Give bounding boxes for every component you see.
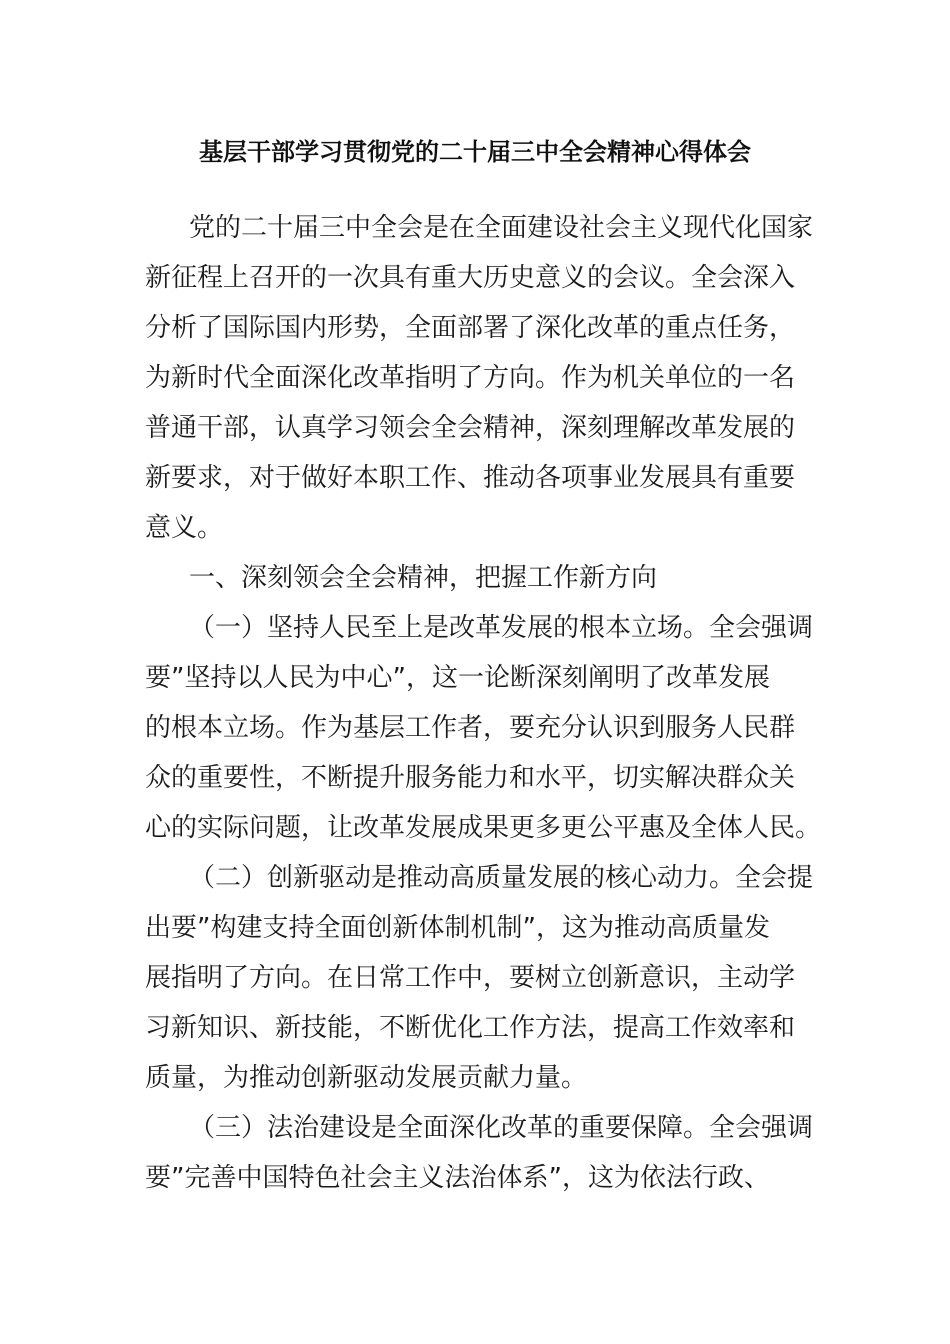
text-line: 党的二十届三中全会是在全面建设社会主义现代化国家 [189, 213, 814, 243]
text-line: 新征程上召开的一次具有重大历史意义的会议。全会深入 [145, 263, 796, 293]
document-body [145, 203, 822, 1203]
text-line: 展指明了方向。在日常工作中，要树立创新意识，主动学 [145, 963, 796, 993]
text-line: （三）法治建设是全面深化改革的重要保障。全会强调 [189, 1113, 814, 1143]
text-line: 为新时代全面深化改革指明了方向。作为机关单位的一名 [145, 363, 796, 393]
text-line: 习新知识、新技能，不断优化工作方法，提高工作效率和 [145, 1013, 796, 1043]
text-line: 的根本立场。作为基层工作者，要充分认识到服务人民群 [145, 713, 796, 743]
text-line: （一）坚持人民至上是改革发展的根本立场。全会强调 [189, 613, 814, 643]
text-line: 质量，为推动创新驱动发展贡献力量。 [145, 1063, 588, 1093]
text-line: 分析了国际国内形势，全面部署了深化改革的重点任务， [145, 313, 796, 343]
text-line: 新要求，对于做好本职工作、推动各项事业发展具有重要 [145, 463, 796, 493]
text-line: 心的实际问题，让改革发展成果更多更公平惠及全体人民。 [145, 813, 822, 843]
text-line: 出要”构建支持全面创新体制机制”，这为推动高质量发 [145, 913, 770, 943]
text-line: 众的重要性，不断提升服务能力和水平，切实解决群众关 [145, 763, 796, 793]
text-line: 普通干部，认真学习领会全会精神，深刻理解改革发展的 [145, 413, 796, 443]
text-line: 意义。 [145, 513, 224, 543]
text-line: 要”坚持以人民为中心”，这一论断深刻阐明了改革发展 [145, 663, 770, 693]
section-heading: 一、深刻领会全会精神，把握工作新方向 [189, 563, 658, 593]
text-line: （二）创新驱动是推动高质量发展的核心动力。全会提 [189, 863, 814, 893]
text-line: 要”完善中国特色社会主义法治体系”，这为依法行政、 [145, 1163, 770, 1193]
document-title: 基层干部学习贯彻党的二十届三中全会精神心得体会 [199, 138, 751, 166]
